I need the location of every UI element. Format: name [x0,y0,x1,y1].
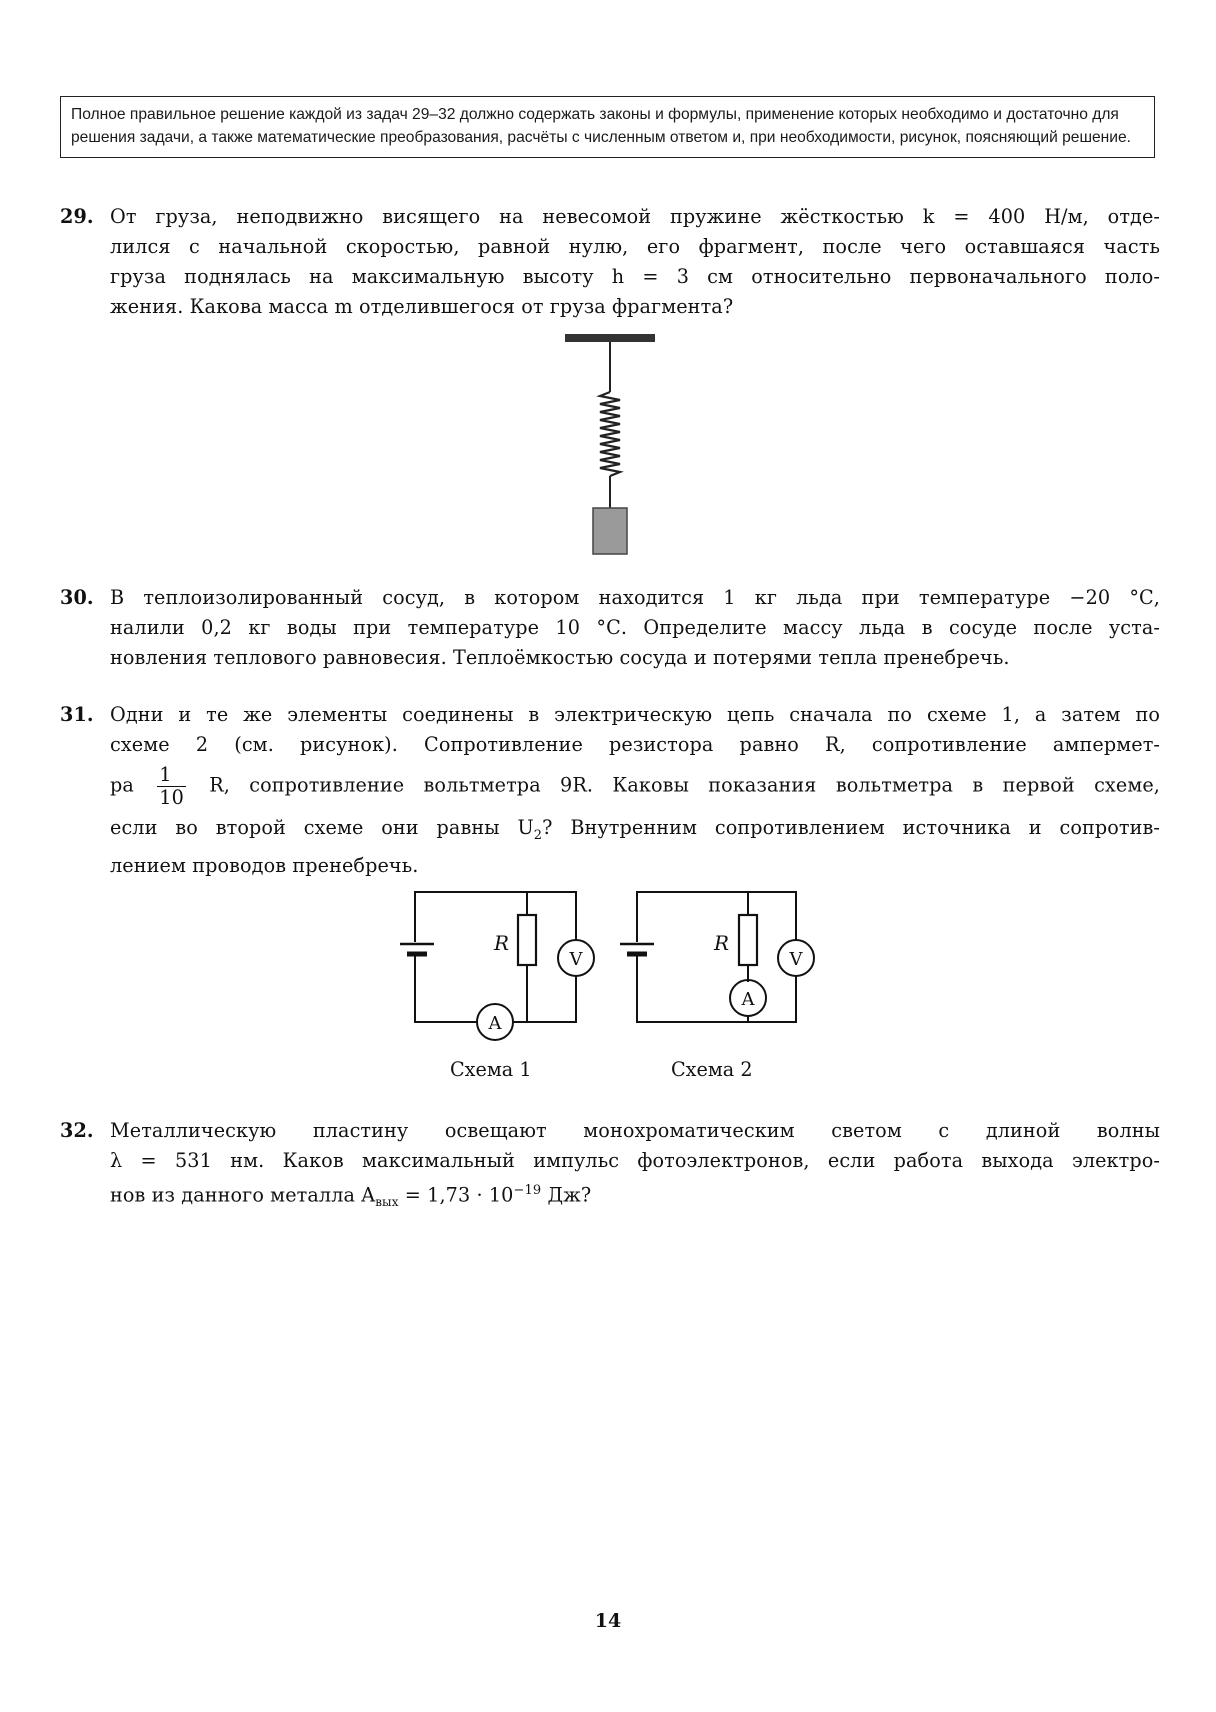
scheme-1-caption: Схема 1 [450,1058,532,1081]
superscript: −19 [513,1183,542,1198]
task-line: лился с начальной скоростью, равной нулю, его фрагмент, после чего оставшаяся часть [110,235,1160,258]
task-line-fraction [110,764,1160,809]
subscript: вых [375,1195,399,1210]
task-line: лением проводов пренебречь. [110,853,419,877]
subscript: 2 [533,827,543,843]
label-r: R [714,931,730,955]
wire-left-bottom [415,956,477,1022]
scheme-2-caption: Схема 2 [671,1058,753,1081]
task-line: схеме 2 (см. рисунок). Сопротивление резистора равно R, сопротивление ампермет- [110,733,1160,756]
task-line: груза поднялась на максимальную высоту h = 3 см относительно первоначального поло- [110,265,1160,288]
spring-coil [600,392,620,476]
task-text: ра [110,773,134,797]
task-text: R, сопротивление вольтметра 9R. Каковы показания вольтметра в первой схеме, [209,773,1160,797]
task-29 [60,202,1160,322]
fraction-numerator: 1 [157,764,186,787]
task-text: если во второй схеме они равны U [110,816,534,839]
instructions-box [60,96,1155,158]
ammeter-label: A [488,1013,502,1034]
task-text: нов из данного металла A [110,1183,376,1207]
fraction [157,764,186,809]
task-text: ? Внутренним сопротивлением источника и сопротив- [542,816,1160,839]
task-text: = 1,73 · 10 [398,1183,514,1207]
page-number: 14 [594,1610,622,1632]
task-line: λ = 531 нм. Каков максимальный импульс фотоэлектронов, если работа выхода электро- [110,1149,1160,1172]
resistor-r [739,915,757,965]
task-text: Дж? [541,1183,592,1207]
task-line: Одни и те же элементы соединены в электрическую цепь сначала по схеме 1, а затем по [110,703,1160,726]
wire-v-bottom [637,956,796,1022]
wire-v-bottom [513,976,576,1022]
ammeter-label: A [741,989,755,1010]
circuit-scheme-2 [618,888,818,1038]
task-number: 31. [60,703,94,726]
hanging-weight [593,508,627,554]
task-line: Металлическую пластину освещают монохроматическим светом с длиной волны [110,1119,1160,1142]
task-number: 32. [60,1119,94,1142]
fraction-denominator: 10 [159,786,184,809]
spring-mass-figure [560,334,660,556]
task-line: От груза, неподвижно висящего на невесомой пружине жёсткостью k = 400 Н/м, отде- [110,205,1160,228]
task-line: новления теплового равновесия. Теплоёмкостью сосуда и потерями тепла пренебречь. [110,646,1010,669]
label-r: R [494,931,510,955]
voltmeter-label: V [569,949,583,970]
task-32 [60,1116,1160,1217]
voltmeter-label: V [789,949,803,970]
resistor-r [518,915,536,965]
task-line: В теплоизолированный сосуд, в котором находится 1 кг льда при температуре −20 °С, [110,586,1160,609]
task-31 [60,700,1160,881]
ceiling-bar [565,334,655,342]
task-line [110,1176,1160,1217]
task-30 [60,583,1160,673]
task-line [110,813,1160,851]
circuit-scheme-1 [400,888,590,1038]
task-line: налили 0,2 кг воды при температуре 10 °С. Определите массу льда в сосуде после уста- [110,616,1160,639]
instructions-text: Полное правильное решение каждой из задач 29–32 должно содержать законы и формулы, применение которых необходимо и достаточно для решения задачи, а также математические преобразования, расчёты с численным ответом и, при необходимости, рисунок, поясняющий решение. [71,106,1131,146]
task-number: 29. [60,205,94,228]
task-number: 30. [60,586,94,609]
task-line: жения. Какова масса m отделившегося от груза фрагмента? [110,295,734,318]
